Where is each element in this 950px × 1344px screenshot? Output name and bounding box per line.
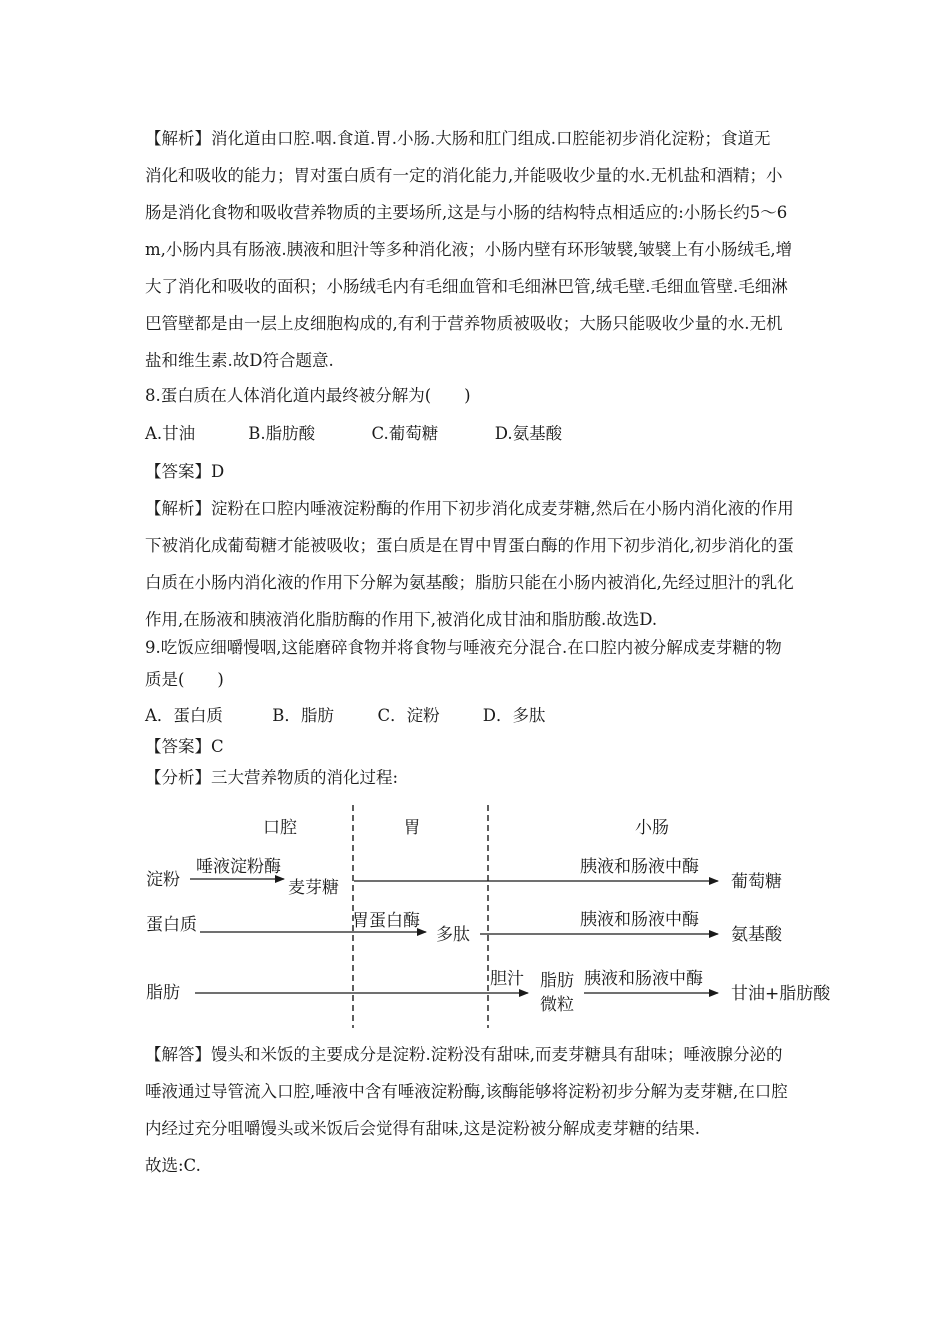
digestion-diagram: [140, 800, 840, 1035]
text-line: 消化和吸收的能力；胃对蛋白质有一定的消化能力,并能吸收少量的水.无机盐和酒精；小: [145, 166, 783, 185]
protein-product: 氨基酸: [731, 925, 782, 945]
starch-label: 淀粉: [146, 870, 180, 890]
text-line: 【解析】淀粉在口腔内唾液淀粉酶的作用下初步消化成麦芽糖,然后在小肠内消化液的作用: [145, 499, 794, 518]
fat-product: 甘油+脂肪酸: [731, 984, 831, 1004]
text-line: 巴管壁都是由一层上皮细胞构成的,有利于营养物质被吸收；大肠只能吸收少量的水.无机: [145, 314, 783, 333]
header-mouth: 口腔: [263, 818, 297, 838]
question-9-options: [145, 702, 545, 726]
question-9-stem: [145, 632, 810, 696]
header-intestine: 小肠: [635, 818, 669, 838]
question-8-options: [145, 420, 562, 444]
question-8-stem: 8.蛋白质在人体消化道内最终被分解为( ): [145, 386, 471, 405]
option-d: D．多肽: [482, 706, 546, 725]
fat-intestine-enzyme: 胰液和肠液中酶: [584, 969, 703, 989]
question-9-analysis-intro: 【分析】三大营养物质的消化过程:: [145, 768, 399, 787]
option-a: A.甘油: [145, 424, 196, 443]
option-c: C.葡萄糖: [371, 424, 439, 443]
text-line: 【解析】消化道由口腔.咽.食道.胃.小肠.大肠和肛门组成.口腔能初步消化淀粉；食道无: [145, 129, 771, 148]
starch-enzyme: 唾液淀粉酶: [196, 857, 281, 877]
text-line: 作用,在肠液和胰液消化脂肪酶的作用下,被消化成甘油和脂肪酸.故选D.: [145, 610, 658, 629]
option-d: D.氨基酸: [494, 424, 563, 443]
question-9-solution: [145, 1036, 810, 1184]
option-a: A．蛋白质: [145, 706, 223, 725]
text-line: 盐和维生素.故D符合题意.: [145, 351, 334, 370]
fat-mid-line1: 脂肪: [540, 971, 574, 991]
text-line: 肠是消化食物和吸收营养物质的主要场所,这是与小肠的结构特点相适应的:小肠长约5～6: [145, 203, 788, 222]
starch-intestine-enzyme: 胰液和肠液中酶: [580, 857, 699, 877]
fat-bile: 胆汁: [490, 969, 524, 989]
question-8-answer: 【答案】D: [145, 462, 225, 481]
text-line: 白质在小肠内消化液的作用下分解为氨基酸；脂肪只能在小肠内被消化,先经过胆汁的乳化: [145, 573, 794, 592]
text-line: m,小肠内具有肠液.胰液和胆汁等多种消化液；小肠内壁有环形皱襞,皱襞上有小肠绒毛,增: [145, 240, 793, 259]
question-8-analysis: [145, 490, 810, 638]
option-c: C．淀粉: [377, 706, 440, 725]
protein-label: 蛋白质: [146, 915, 197, 935]
header-stomach: 胃: [403, 818, 421, 838]
fat-mid-line2: 微粒: [540, 995, 574, 1015]
fat-label: 脂肪: [146, 983, 180, 1003]
text-line: 【解答】馒头和米饭的主要成分是淀粉.淀粉没有甜味,而麦芽糖具有甜味；唾液腺分泌的: [145, 1045, 783, 1064]
text-line: 质是( ): [145, 670, 224, 689]
text-line: 故选:C.: [145, 1156, 201, 1175]
option-b: B.脂肪酸: [248, 424, 316, 443]
starch-mid: 麦芽糖: [288, 878, 339, 898]
text-line: 9.吃饭应细嚼慢咽,这能磨碎食物并将食物与唾液充分混合.在口腔内被分解成麦芽糖的物: [145, 638, 782, 657]
text-line: 大了消化和吸收的面积；小肠绒毛内有毛细血管和毛细淋巴管,绒毛壁.毛细血管壁.毛细淋: [145, 277, 788, 296]
protein-enzyme: 胃蛋白酶: [352, 911, 420, 931]
text-line: 唾液通过导管流入口腔,唾液中含有唾液淀粉酶,该酶能够将淀粉初步分解为麦芽糖,在口腔: [145, 1082, 788, 1101]
text-line: 下被消化成葡萄糖才能被吸收；蛋白质是在胃中胃蛋白酶的作用下初步消化,初步消化的蛋: [145, 536, 794, 555]
starch-product: 葡萄糖: [731, 872, 782, 892]
question-9-answer: 【答案】C: [145, 737, 224, 756]
protein-mid: 多肽: [436, 925, 470, 945]
protein-intestine-enzyme: 胰液和肠液中酶: [580, 910, 699, 930]
analysis-q7: [145, 120, 810, 379]
text-line: 内经过充分咀嚼馒头或米饭后会觉得有甜味,这是淀粉被分解成麦芽糖的结果.: [145, 1119, 700, 1138]
option-b: B．脂肪: [272, 706, 334, 725]
